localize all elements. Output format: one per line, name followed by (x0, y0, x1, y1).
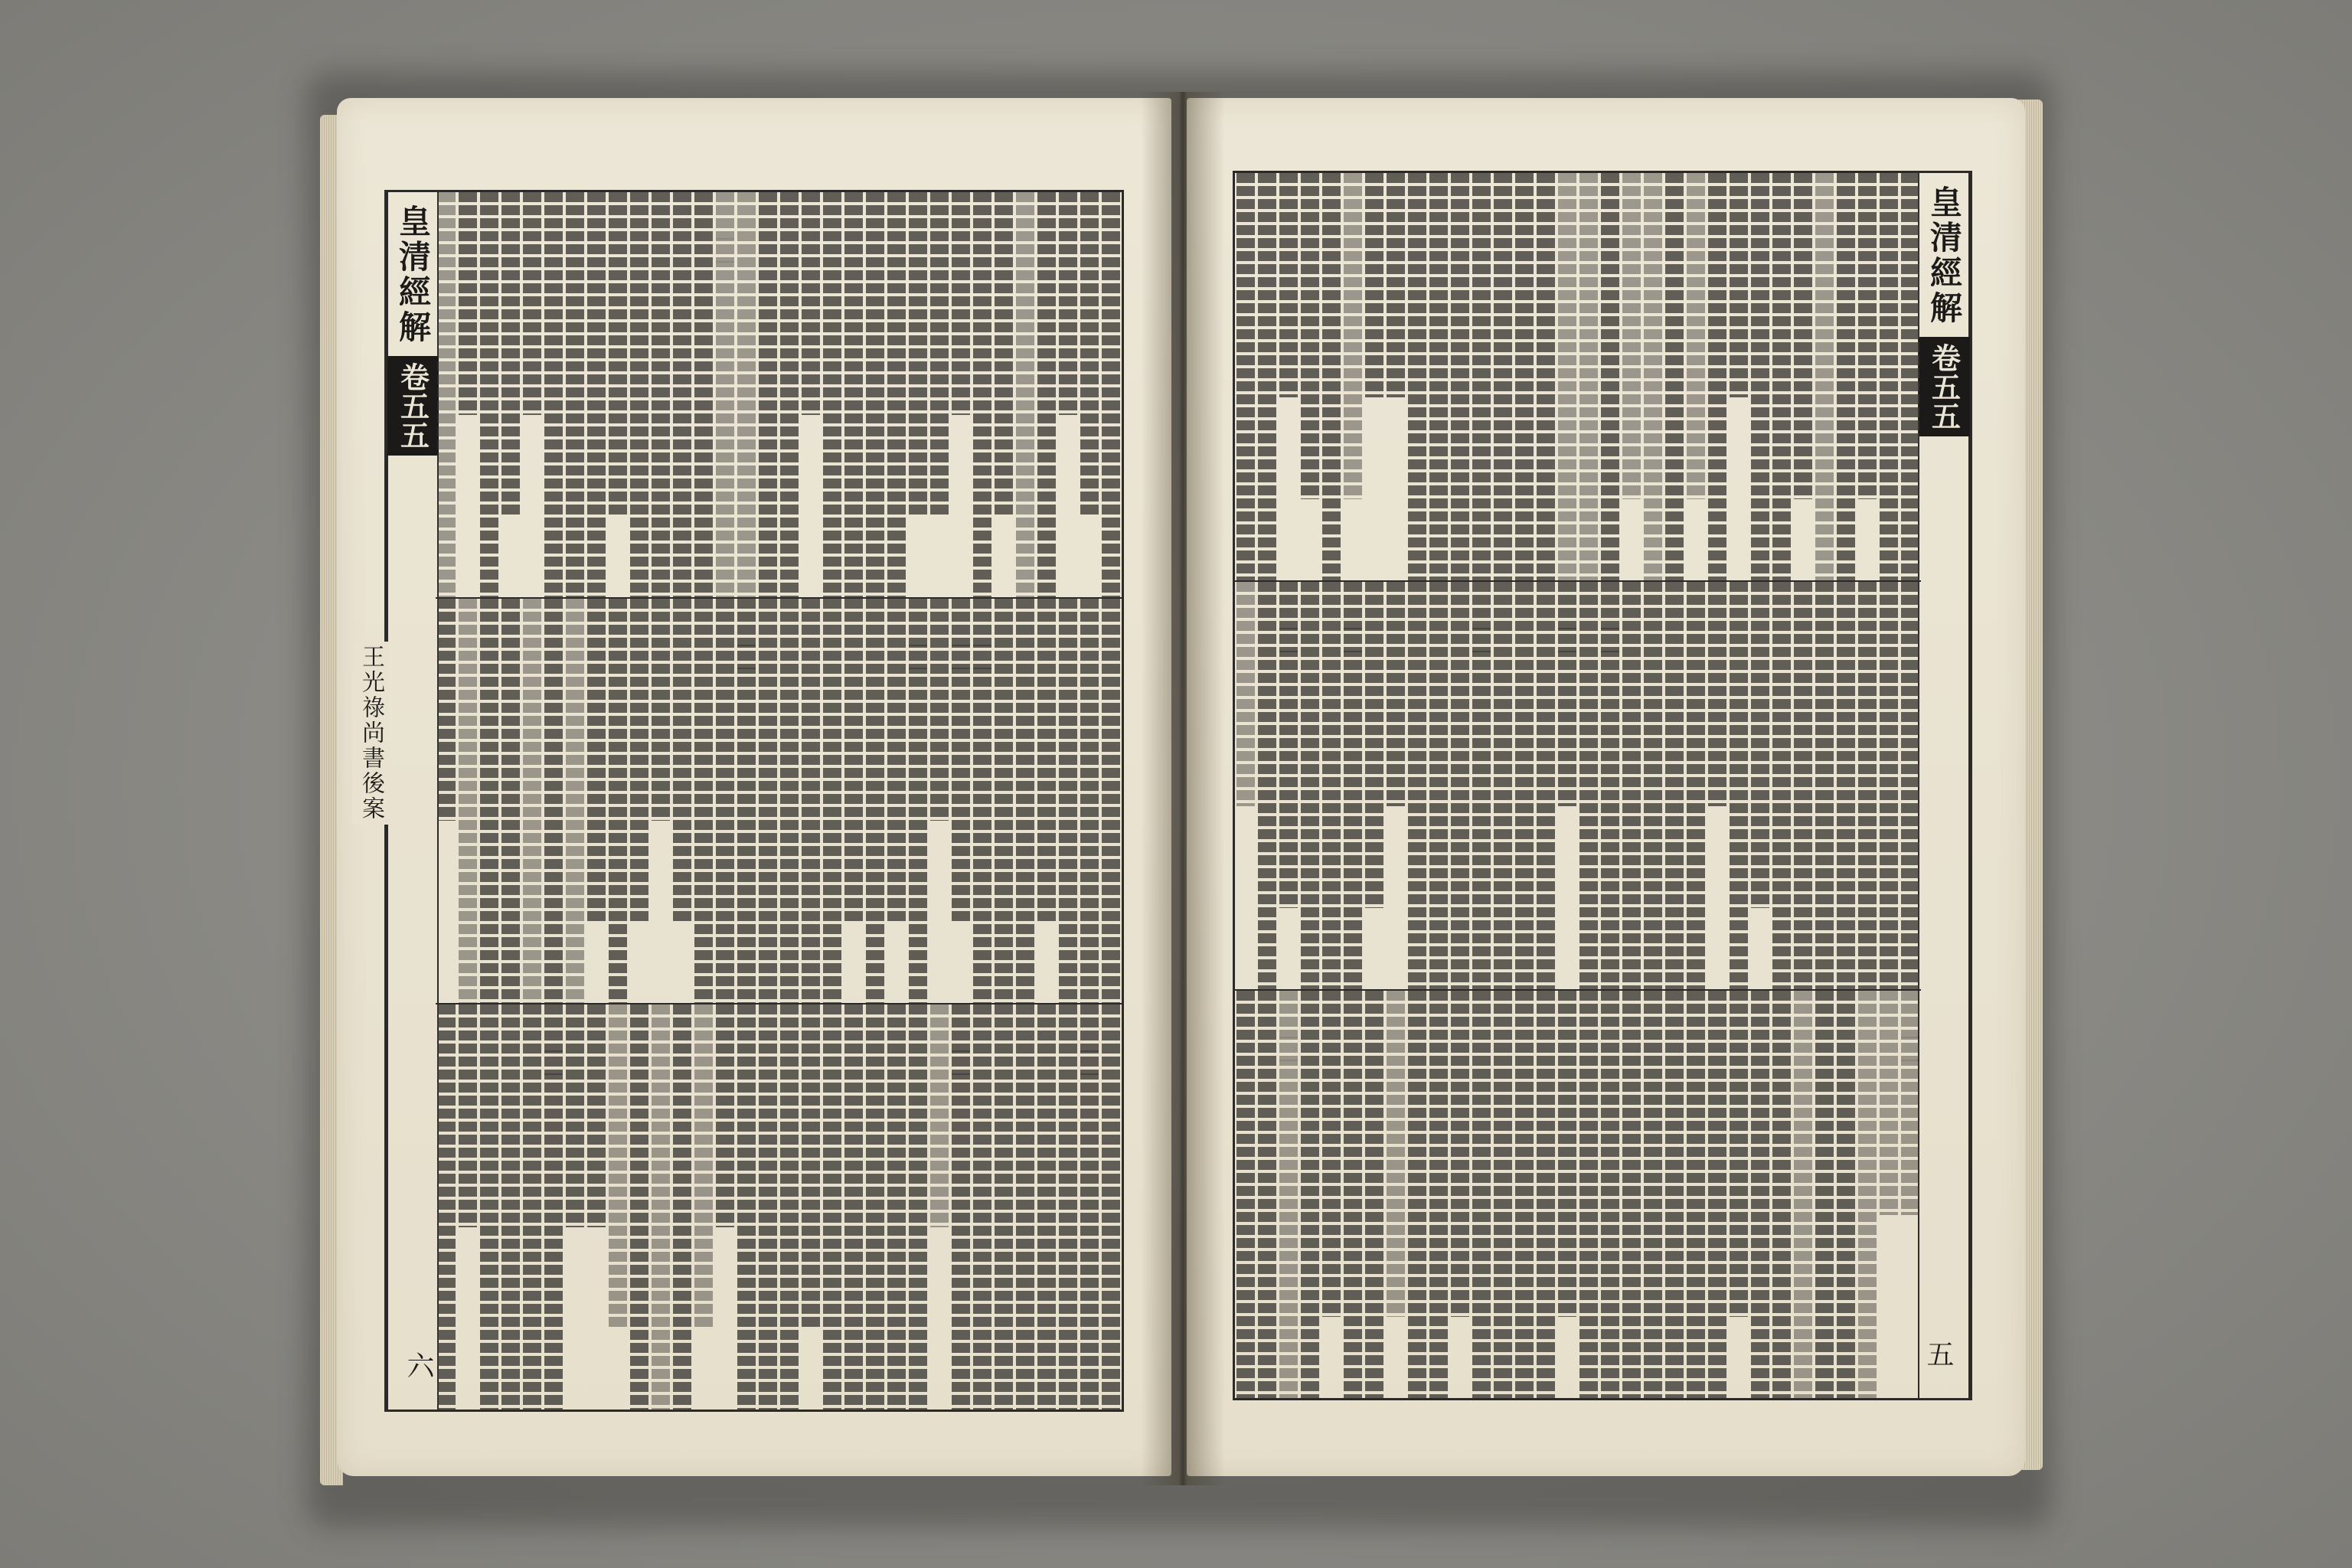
text-column (1815, 173, 1834, 580)
text-column (1451, 991, 1469, 1317)
text-column (694, 192, 713, 597)
text-column (1322, 991, 1341, 1317)
text-column (1665, 582, 1684, 989)
left-title-column (387, 192, 439, 1410)
text-column (1344, 991, 1362, 1398)
text-column (1730, 991, 1748, 1317)
text-column (930, 599, 949, 822)
text-column (823, 599, 841, 1004)
text-column (566, 1004, 584, 1227)
text-column (673, 192, 691, 597)
text-column (1901, 582, 1919, 989)
text-column (1579, 582, 1598, 989)
text-column (1880, 173, 1898, 580)
text-column (1236, 582, 1255, 806)
text-column (523, 599, 541, 1004)
text-column (1558, 991, 1576, 1317)
text-column (1408, 173, 1426, 580)
text-column (1451, 173, 1469, 580)
text-column (1301, 582, 1319, 989)
text-column (1472, 173, 1491, 580)
text-column (459, 599, 477, 1004)
text-column (630, 192, 648, 597)
right-page-frame (1233, 171, 1972, 1400)
text-column (1837, 173, 1855, 580)
text-column (1472, 991, 1491, 1398)
text-column (437, 599, 456, 822)
text-column (459, 1004, 477, 1227)
text-column (1622, 173, 1641, 499)
text-column (544, 192, 563, 597)
text-column (1708, 173, 1726, 580)
text-column (1365, 582, 1383, 908)
text-column (716, 599, 734, 1004)
text-column (1880, 991, 1898, 1215)
text-column (1515, 991, 1534, 1398)
text-column (1772, 173, 1791, 580)
text-column (823, 1004, 841, 1410)
text-column (1794, 173, 1812, 499)
text-column (1059, 599, 1077, 1004)
text-column (609, 1004, 627, 1328)
text-column (1472, 582, 1491, 989)
text-column (952, 599, 970, 923)
text-column (716, 1004, 734, 1227)
text-column (1494, 991, 1512, 1398)
text-column (1537, 582, 1555, 989)
text-column (1429, 173, 1448, 580)
right-book-title: 皇清經解 (1926, 185, 1963, 326)
text-column (1687, 173, 1705, 499)
text-column (652, 599, 670, 822)
right-folio-number: 五 (1922, 1340, 1954, 1367)
text-column (1537, 173, 1555, 580)
text-column (587, 192, 606, 597)
right-volume-label: 卷五五 (1919, 337, 1970, 436)
text-column (737, 192, 756, 597)
right-register-bottom (1235, 991, 1921, 1398)
text-column (1429, 991, 1448, 1398)
text-column (780, 1004, 799, 1410)
text-column (437, 192, 456, 597)
left-folio-number: 六 (403, 1351, 434, 1379)
text-column (1037, 192, 1056, 597)
text-column (694, 1004, 713, 1328)
text-column (737, 599, 756, 1004)
text-column (1644, 173, 1662, 580)
text-column (1494, 582, 1512, 989)
text-column (523, 192, 541, 415)
text-column (1858, 991, 1877, 1398)
text-column (1387, 991, 1405, 1317)
text-column (1429, 582, 1448, 989)
text-column (480, 192, 498, 597)
text-column (437, 1004, 456, 1410)
text-column (1080, 192, 1099, 516)
text-column (1279, 582, 1298, 908)
right-register-middle (1235, 582, 1921, 991)
text-column (1794, 582, 1812, 989)
text-column (1558, 582, 1576, 806)
left-page-frame (384, 190, 1124, 1412)
text-column (652, 192, 670, 597)
text-column (587, 1004, 606, 1227)
text-column (887, 599, 906, 923)
text-column (995, 599, 1013, 1004)
text-column (1258, 582, 1276, 989)
text-column (952, 192, 970, 415)
text-column (1365, 173, 1383, 397)
text-column (501, 1004, 520, 1410)
text-column (1751, 582, 1769, 908)
text-column (1515, 582, 1534, 989)
text-column (823, 192, 841, 597)
text-column (523, 1004, 541, 1410)
text-column (1601, 582, 1619, 989)
text-column (694, 599, 713, 1004)
text-column (973, 192, 991, 597)
text-column (1880, 582, 1898, 989)
text-column (802, 1004, 820, 1328)
text-column (930, 1004, 949, 1227)
text-column (1665, 991, 1684, 1398)
text-column (1622, 582, 1641, 989)
text-column (630, 1004, 648, 1410)
text-column (866, 192, 884, 597)
text-column (930, 192, 949, 516)
text-column (1644, 582, 1662, 989)
text-column (630, 599, 648, 923)
text-column (887, 192, 906, 597)
text-column (480, 599, 498, 1004)
text-column (1601, 173, 1619, 580)
text-column (1236, 173, 1255, 580)
text-column (1279, 173, 1298, 397)
text-column (1901, 173, 1919, 580)
text-column (1644, 991, 1662, 1398)
text-column (1622, 991, 1641, 1398)
text-column (909, 599, 927, 1004)
left-register-top (436, 192, 1122, 599)
text-column (501, 599, 520, 1004)
right-text-body (1235, 173, 1921, 1398)
text-column (716, 192, 734, 597)
text-column (1708, 582, 1726, 806)
text-column (1258, 991, 1276, 1398)
text-column (459, 192, 477, 415)
text-column (780, 599, 799, 1004)
text-column (1102, 192, 1120, 597)
text-column (673, 1004, 691, 1410)
text-column (1558, 173, 1576, 580)
book-gutter (1141, 92, 1225, 1485)
text-column (995, 192, 1013, 516)
text-column (1080, 1004, 1099, 1410)
text-column (1579, 991, 1598, 1398)
text-column (995, 1004, 1013, 1410)
text-column (1494, 173, 1512, 580)
text-column (1858, 582, 1877, 989)
text-column (1515, 173, 1534, 580)
text-column (802, 599, 820, 1004)
left-register-middle (436, 599, 1122, 1005)
colophon-text: 王光祿尚書後案 (352, 642, 389, 825)
text-column (1365, 991, 1383, 1398)
text-column (1794, 991, 1812, 1398)
text-column (609, 599, 627, 1004)
text-column (1815, 582, 1834, 989)
text-column (844, 599, 863, 923)
text-column (1102, 599, 1120, 1004)
text-column (587, 599, 606, 923)
text-column (1322, 582, 1341, 989)
text-column (887, 1004, 906, 1410)
text-column (759, 599, 777, 1004)
text-column (866, 599, 884, 1004)
right-page (1187, 98, 2025, 1476)
text-column (544, 599, 563, 1004)
text-column (780, 192, 799, 597)
text-column (501, 192, 520, 516)
text-column (1016, 1004, 1034, 1410)
text-column (1236, 991, 1255, 1398)
text-column (1601, 991, 1619, 1398)
text-column (1687, 991, 1705, 1398)
text-column (844, 192, 863, 597)
text-column (952, 1004, 970, 1410)
text-column (1344, 173, 1362, 499)
left-book-title: 皇清經解 (394, 204, 432, 345)
text-column (1059, 1004, 1077, 1410)
text-column (1344, 582, 1362, 989)
text-column (1537, 991, 1555, 1398)
text-column (1016, 599, 1034, 1004)
text-column (1059, 192, 1077, 415)
text-column (566, 192, 584, 597)
text-column (1408, 582, 1426, 989)
left-volume-label: 卷五五 (387, 356, 439, 456)
text-column (1901, 991, 1919, 1215)
text-column (737, 1004, 756, 1410)
text-column (1858, 173, 1877, 499)
text-column (759, 1004, 777, 1410)
text-column (1080, 599, 1099, 1004)
text-column (1751, 173, 1769, 580)
text-column (544, 1004, 563, 1410)
left-text-body (436, 192, 1122, 1410)
text-column (480, 1004, 498, 1410)
text-column (1301, 173, 1319, 499)
text-column (802, 192, 820, 415)
text-column (1322, 173, 1341, 580)
text-column (1730, 173, 1748, 397)
text-column (909, 192, 927, 516)
text-column (1772, 582, 1791, 989)
text-column (1837, 991, 1855, 1398)
text-column (1579, 173, 1598, 580)
text-column (973, 599, 991, 1004)
text-column (1016, 192, 1034, 597)
text-column (566, 599, 584, 1004)
text-column (1772, 991, 1791, 1398)
text-column (1837, 582, 1855, 989)
text-column (609, 192, 627, 516)
right-title-column (1918, 173, 1970, 1398)
text-column (673, 599, 691, 923)
left-page (337, 98, 1171, 1476)
text-column (1665, 173, 1684, 580)
text-column (1037, 1004, 1056, 1410)
right-register-top (1235, 173, 1921, 582)
text-column (1279, 991, 1298, 1398)
text-column (1301, 991, 1319, 1398)
text-column (1708, 991, 1726, 1398)
text-column (909, 1004, 927, 1410)
text-column (1387, 173, 1405, 397)
text-column (973, 1004, 991, 1410)
text-column (1815, 991, 1834, 1398)
left-register-bottom (436, 1004, 1122, 1410)
text-column (1687, 582, 1705, 989)
text-column (1037, 599, 1056, 923)
text-column (1387, 582, 1405, 806)
text-column (1258, 173, 1276, 580)
text-column (1751, 991, 1769, 1398)
text-column (866, 1004, 884, 1410)
text-column (1730, 582, 1748, 989)
text-column (1408, 991, 1426, 1398)
text-column (759, 192, 777, 597)
text-column (652, 1004, 670, 1410)
text-column (1102, 1004, 1120, 1410)
text-column (1451, 582, 1469, 989)
text-column (844, 1004, 863, 1410)
